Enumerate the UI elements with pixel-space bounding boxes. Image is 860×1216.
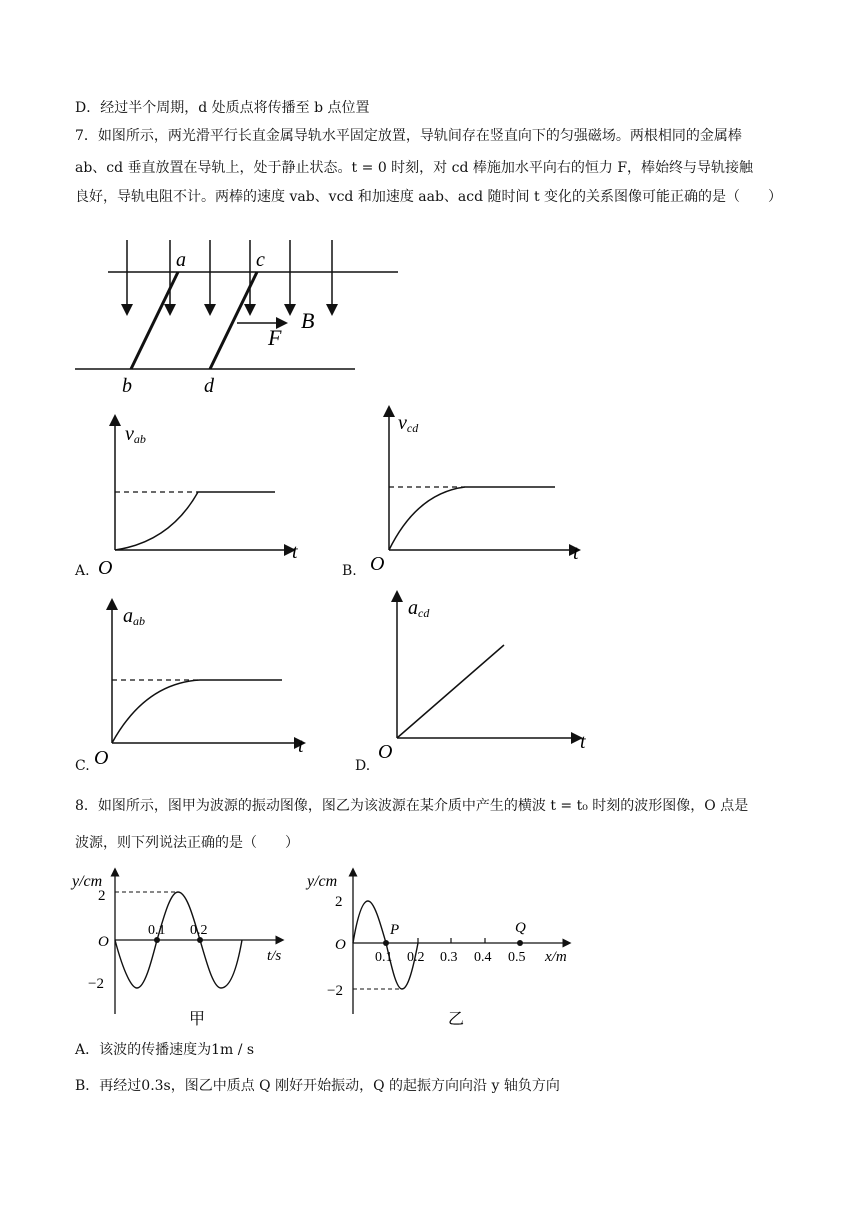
yi-tick-4: 0.4 bbox=[474, 950, 492, 965]
yi-point-P: P bbox=[390, 922, 400, 938]
label-B: B bbox=[301, 308, 315, 333]
graph-a-tlabel: t bbox=[292, 541, 298, 563]
yi-point-Q: Q bbox=[515, 920, 526, 936]
graph-b-tlabel: t bbox=[573, 542, 579, 564]
graph-d-ylabel: a bbox=[408, 597, 418, 619]
jia-y-bot: −2 bbox=[88, 976, 104, 992]
svg-text:vcd bbox=[398, 412, 419, 435]
option-b-label: B. bbox=[342, 563, 357, 579]
yi-y-bot: −2 bbox=[327, 983, 343, 999]
option-c-label: C. bbox=[75, 758, 90, 774]
graph-a-origin: O bbox=[98, 557, 113, 579]
graph-a-ylabel-sub: ab bbox=[133, 432, 146, 446]
graph-c-ylabel: a bbox=[123, 605, 133, 627]
yi-tick-1: 0.1 bbox=[375, 950, 393, 965]
graph-c-tlabel: t bbox=[298, 735, 304, 757]
jia-ylabel: y/cm bbox=[72, 873, 103, 890]
label-F: F bbox=[268, 325, 282, 350]
graph-b-vcd bbox=[365, 405, 590, 580]
label-a: a bbox=[176, 249, 186, 271]
graph-d-origin: O bbox=[378, 741, 393, 763]
graph-c-aab bbox=[90, 598, 315, 768]
option-a-label: A. bbox=[75, 563, 90, 579]
jia-tick-2: 0.2 bbox=[190, 923, 208, 938]
q8-option-a: A．该波的传播速度为1m / s bbox=[75, 1042, 255, 1058]
yi-y-top: 2 bbox=[335, 894, 343, 910]
graph-a-vab bbox=[90, 414, 310, 582]
jia-tick-1: 0.1 bbox=[148, 923, 166, 938]
svg-text:vab bbox=[125, 423, 146, 446]
option-d-label: D. bbox=[355, 758, 371, 774]
q7-line2: ab、cd 垂直放置在导轨上，处于静止状态。t = 0 时刻，对 cd 棒施加水平向右的恒力 F，棒始终与导轨接触 bbox=[75, 160, 754, 176]
graph-jia bbox=[70, 864, 295, 1029]
jia-xlabel: t/s bbox=[267, 948, 282, 964]
yi-caption: 乙 bbox=[448, 1011, 465, 1028]
jia-caption: 甲 bbox=[189, 1011, 206, 1028]
graph-d-tlabel: t bbox=[580, 731, 586, 753]
yi-tick-2: 0.2 bbox=[407, 950, 425, 965]
svg-text:aab bbox=[123, 605, 145, 628]
yi-tick-5: 0.5 bbox=[508, 950, 526, 965]
graph-d-acd bbox=[372, 590, 597, 765]
jia-y-top: 2 bbox=[98, 888, 106, 904]
q8-line1: 8．如图所示，图甲为波源的振动图像，图乙为该波源在某介质中产生的横波 t = t₀ 时刻的波形图像，O 点是 bbox=[75, 798, 749, 814]
graph-b-origin: O bbox=[370, 553, 385, 575]
graph-c-origin: O bbox=[94, 747, 109, 768]
graph-b-ylabel: v bbox=[398, 412, 407, 434]
q8-option-b: B．再经过0.3s，图乙中质点 Q 刚好开始振动，Q 的起振方向向沿 y 轴负方向 bbox=[75, 1078, 560, 1094]
yi-ylabel: y/cm bbox=[307, 873, 338, 890]
graph-yi bbox=[305, 864, 580, 1029]
q7-line3: 良好，导轨电阻不计。两棒的速度 vab、vcd 和加速度 aab、acd 随时间 t 变化的关系图像可能正确的是（ ） bbox=[75, 189, 783, 205]
label-b: b bbox=[122, 375, 132, 397]
graph-c-ylabel-sub: ab bbox=[133, 614, 145, 628]
label-d: d bbox=[204, 375, 214, 397]
jia-origin: O bbox=[98, 934, 109, 950]
yi-origin: O bbox=[335, 937, 346, 953]
graph-b-ylabel-sub: cd bbox=[406, 421, 419, 435]
prev-option-d: D．经过半个周期，d 处质点将传播至 b 点位置 bbox=[75, 100, 370, 116]
yi-tick-3: 0.3 bbox=[440, 950, 458, 965]
graph-a-ylabel: v bbox=[125, 423, 134, 445]
yi-xlabel: x/m bbox=[545, 949, 567, 965]
q7-line1: 7．如图所示，两光滑平行长直金属导轨水平固定放置，导轨间存在竖直向下的匀强磁场。两根相同的金属棒 bbox=[75, 128, 742, 144]
svg-text:acd bbox=[408, 597, 430, 620]
label-c: c bbox=[256, 249, 265, 271]
rails-diagram bbox=[70, 232, 410, 402]
graph-d-ylabel-sub: cd bbox=[418, 606, 430, 620]
q8-line2: 波源，则下列说法正确的是（ ） bbox=[75, 835, 299, 851]
